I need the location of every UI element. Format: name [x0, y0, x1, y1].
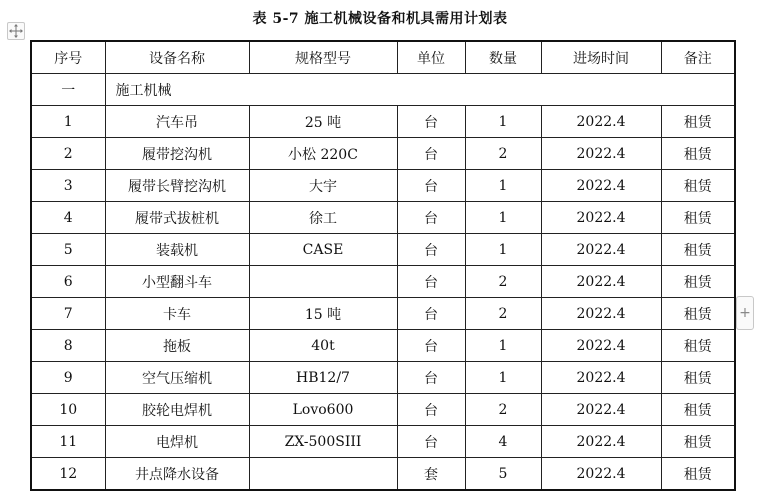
cell-quantity: 2 [465, 298, 541, 330]
cell-index: 9 [31, 362, 105, 394]
cell-spec: Lovo600 [249, 394, 397, 426]
cell-index: 8 [31, 330, 105, 362]
table-row [31, 202, 735, 234]
cell-remark: 租赁 [661, 362, 735, 394]
cell-index: 12 [31, 458, 105, 491]
header-col-spec: 规格型号 [249, 41, 397, 74]
cell-index: 1 [31, 106, 105, 138]
cell-equipment-name: 小型翻斗车 [105, 266, 249, 298]
cell-quantity: 4 [465, 426, 541, 458]
cell-quantity: 2 [465, 266, 541, 298]
header-col-unit: 单位 [397, 41, 465, 74]
cell-equipment-name: 装载机 [105, 234, 249, 266]
cell-index: 6 [31, 266, 105, 298]
cell-quantity: 1 [465, 202, 541, 234]
cell-remark: 租赁 [661, 234, 735, 266]
cell-entry-date: 2022.4 [541, 234, 661, 266]
table-title: 表 5-7 施工机械设备和机具需用计划表 [252, 11, 508, 27]
cell-equipment-name: 卡车 [105, 298, 249, 330]
cell-entry-date: 2022.4 [541, 138, 661, 170]
header-col-quantity: 数量 [465, 41, 541, 74]
table-row [31, 330, 735, 362]
cell-unit: 台 [397, 330, 465, 362]
cell-remark: 租赁 [661, 330, 735, 362]
cell-equipment-name: 履带挖沟机 [105, 138, 249, 170]
cell-unit: 台 [397, 266, 465, 298]
table-row [31, 394, 735, 426]
header-col-equipment-name: 设备名称 [105, 41, 249, 74]
cell-entry-date: 2022.4 [541, 458, 661, 491]
cell-remark: 租赁 [661, 138, 735, 170]
cell-equipment-name: 履带长臂挖沟机 [105, 170, 249, 202]
cell-unit: 台 [397, 202, 465, 234]
cell-equipment-name: 空气压缩机 [105, 362, 249, 394]
cell-quantity: 5 [465, 458, 541, 491]
table-row [31, 234, 735, 266]
cell-spec: 25 吨 [249, 106, 397, 138]
table-row [31, 106, 735, 138]
cell-index: 2 [31, 138, 105, 170]
cell-entry-date: 2022.4 [541, 202, 661, 234]
cell-remark: 租赁 [661, 426, 735, 458]
cell-spec: 15 吨 [249, 298, 397, 330]
section-row [31, 74, 735, 106]
table-row [31, 426, 735, 458]
cell-spec: CASE [249, 234, 397, 266]
table-body [31, 74, 735, 491]
cell-index: 10 [31, 394, 105, 426]
add-column-button[interactable] [736, 296, 754, 330]
cell-remark: 租赁 [661, 266, 735, 298]
header-col-index: 序号 [31, 41, 105, 74]
table-row [31, 138, 735, 170]
cell-index: 7 [31, 298, 105, 330]
cell-index: 4 [31, 202, 105, 234]
cell-spec [249, 458, 397, 491]
cell-unit: 台 [397, 138, 465, 170]
header-col-entry-date: 进场时间 [541, 41, 661, 74]
cell-equipment-name: 胶轮电焊机 [105, 394, 249, 426]
cell-quantity: 2 [465, 394, 541, 426]
cell-unit: 台 [397, 362, 465, 394]
cell-remark: 租赁 [661, 298, 735, 330]
cell-remark: 租赁 [661, 458, 735, 491]
cell-unit: 台 [397, 170, 465, 202]
section-label: 施工机械 [105, 74, 735, 106]
cell-entry-date: 2022.4 [541, 362, 661, 394]
cell-quantity: 1 [465, 234, 541, 266]
cell-spec: ZX-500SIII [249, 426, 397, 458]
cell-spec: 小松 220C [249, 138, 397, 170]
table-row [31, 266, 735, 298]
table-row [31, 362, 735, 394]
cell-index: 11 [31, 426, 105, 458]
cell-spec: 40t [249, 330, 397, 362]
table-row [31, 170, 735, 202]
cell-entry-date: 2022.4 [541, 330, 661, 362]
cell-unit: 台 [397, 298, 465, 330]
cell-quantity: 1 [465, 170, 541, 202]
cell-entry-date: 2022.4 [541, 394, 661, 426]
cell-entry-date: 2022.4 [541, 426, 661, 458]
cell-entry-date: 2022.4 [541, 266, 661, 298]
cell-index: 5 [31, 234, 105, 266]
cell-remark: 租赁 [661, 394, 735, 426]
cell-remark: 租赁 [661, 106, 735, 138]
cell-spec: 徐工 [249, 202, 397, 234]
cell-spec: HB12/7 [249, 362, 397, 394]
cell-spec: 大宇 [249, 170, 397, 202]
cell-remark: 租赁 [661, 170, 735, 202]
table-row [31, 298, 735, 330]
cell-equipment-name: 井点降水设备 [105, 458, 249, 491]
cell-equipment-name: 电焊机 [105, 426, 249, 458]
cell-quantity: 1 [465, 362, 541, 394]
cell-unit: 台 [397, 426, 465, 458]
cell-equipment-name: 汽车吊 [105, 106, 249, 138]
cell-remark: 租赁 [661, 202, 735, 234]
cell-unit: 套 [397, 458, 465, 491]
cell-unit: 台 [397, 106, 465, 138]
cell-equipment-name: 拖板 [105, 330, 249, 362]
table-row [31, 458, 735, 491]
cell-unit: 台 [397, 394, 465, 426]
cell-quantity: 1 [465, 106, 541, 138]
cell-equipment-name: 履带式拔桩机 [105, 202, 249, 234]
header-col-remark: 备注 [661, 41, 735, 74]
cell-entry-date: 2022.4 [541, 106, 661, 138]
cell-quantity: 1 [465, 330, 541, 362]
cell-quantity: 2 [465, 138, 541, 170]
equipment-table [30, 40, 736, 491]
cell-index: 3 [31, 170, 105, 202]
cell-spec [249, 266, 397, 298]
cell-entry-date: 2022.4 [541, 170, 661, 202]
plus-icon: + [739, 305, 751, 321]
section-index: 一 [31, 74, 105, 106]
cell-unit: 台 [397, 234, 465, 266]
cell-entry-date: 2022.4 [541, 298, 661, 330]
table-header-row [31, 41, 735, 74]
